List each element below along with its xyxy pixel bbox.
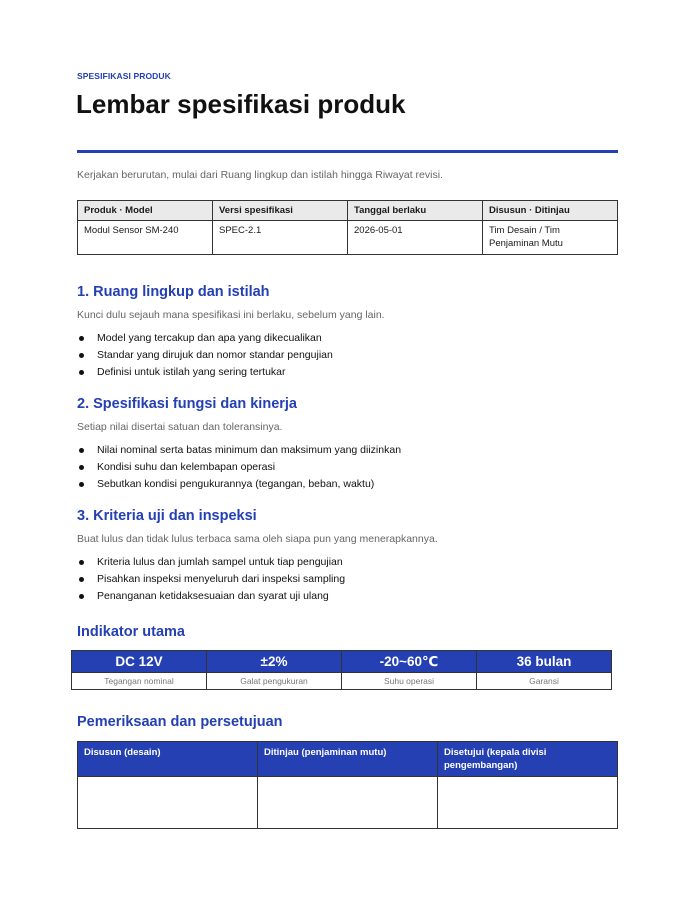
section-heading: 2. Spesifikasi fungsi dan kinerja <box>77 396 297 412</box>
indicator-label-row <box>72 673 612 690</box>
signature-cell-prepared[interactable] <box>78 777 258 829</box>
indicator-value-error: ±2% <box>207 651 342 673</box>
approval-signature-row <box>78 777 618 829</box>
bullet-list <box>77 442 618 492</box>
meta-header-version: Versi spesifikasi <box>213 201 348 221</box>
bullet-icon <box>79 353 84 358</box>
section-subtitle: Setiap nilai disertai satuan dan toleransinya. <box>77 421 283 433</box>
title-divider <box>77 150 618 153</box>
section-heading: Indikator utama <box>77 624 185 640</box>
list-item <box>77 588 618 605</box>
meta-header-row <box>78 201 618 221</box>
approval-header-reviewed: Ditinjau (penjaminan mutu) <box>258 742 438 777</box>
list-item-text: Definisi untuk istilah yang sering tertukar <box>97 365 286 378</box>
list-item-text: Model yang tercakup dan apa yang dikecualikan <box>97 332 322 344</box>
list-item-text: Kondisi suhu dan kelembapan operasi <box>97 460 276 473</box>
indicator-table <box>71 650 612 690</box>
bullet-icon <box>79 577 84 582</box>
list-item <box>77 571 618 588</box>
signature-cell-reviewed[interactable] <box>258 777 438 829</box>
meta-header-authors: Disusun · Ditinjau <box>483 201 618 221</box>
product-meta-table <box>77 200 618 255</box>
section-heading: 3. Kriteria uji dan inspeksi <box>77 508 257 524</box>
section-indicators <box>77 624 618 640</box>
indicator-value-row <box>72 651 612 673</box>
bullet-icon <box>79 560 84 565</box>
section-subtitle: Kunci dulu sejauh mana spesifikasi ini berlaku, sebelum yang lain. <box>77 309 385 321</box>
eyebrow-label: SPESIFIKASI PRODUK <box>77 71 171 81</box>
bullet-list <box>77 330 618 380</box>
bullet-icon <box>79 448 84 453</box>
bullet-icon <box>79 482 84 487</box>
bullet-icon <box>79 370 84 375</box>
list-item-text: Sebutkan kondisi pengukurannya (tegangan, beban, waktu) <box>97 477 375 490</box>
meta-value-product: Modul Sensor SM-240 <box>78 221 213 255</box>
indicator-value-voltage: DC 12V <box>72 651 207 673</box>
section-heading: 1. Ruang lingkup dan istilah <box>77 284 270 300</box>
list-item-text: Standar yang dirujuk dan nomor standar pengujian <box>97 348 333 361</box>
list-item <box>77 476 618 493</box>
list-item-text: Kriteria lulus dan jumlah sampel untuk tiap pengujian <box>97 556 343 568</box>
list-item <box>77 554 618 571</box>
list-item <box>77 347 618 364</box>
list-item-text: Penanganan ketidaksesuaian dan syarat uji ulang <box>97 589 329 602</box>
meta-value-date: 2026-05-01 <box>348 221 483 255</box>
section-approval <box>77 714 618 730</box>
approval-header-approved: Disetujui (kepala divisi pengembangan) <box>438 742 618 777</box>
section-testing <box>77 508 618 604</box>
indicator-label-error: Galat pengukuran <box>207 673 342 690</box>
section-performance <box>77 396 618 492</box>
bullet-icon <box>79 594 84 599</box>
meta-header-product: Produk · Model <box>78 201 213 221</box>
indicator-value-temperature: -20~60℃ <box>342 651 477 673</box>
section-heading: Pemeriksaan dan persetujuan <box>77 714 283 730</box>
bullet-list <box>77 554 618 604</box>
meta-header-date: Tanggal berlaku <box>348 201 483 221</box>
indicator-value-warranty: 36 bulan <box>477 651 612 673</box>
meta-value-version: SPEC-2.1 <box>213 221 348 255</box>
list-item <box>77 330 618 347</box>
list-item-text: Nilai nominal serta batas minimum dan maksimum yang diizinkan <box>97 444 402 456</box>
bullet-icon <box>79 336 84 341</box>
page-title: Lembar spesifikasi produk <box>76 89 406 119</box>
bullet-icon <box>79 465 84 470</box>
list-item <box>77 364 618 381</box>
signature-cell-approved[interactable] <box>438 777 618 829</box>
meta-value-row <box>78 221 618 255</box>
section-subtitle: Buat lulus dan tidak lulus terbaca sama oleh siapa pun yang menerapkannya. <box>77 533 438 545</box>
list-item <box>77 442 618 459</box>
section-scope <box>77 284 618 380</box>
intro-text: Kerjakan berurutan, mulai dari Ruang lingkup dan istilah hingga Riwayat revisi. <box>77 169 443 181</box>
indicator-label-warranty: Garansi <box>477 673 612 690</box>
indicator-label-voltage: Tegangan nominal <box>72 673 207 690</box>
list-item-text: Pisahkan inspeksi menyeluruh dari inspeksi sampling <box>97 572 346 585</box>
meta-value-authors: Tim Desain / Tim Penjaminan Mutu <box>483 221 618 255</box>
approval-header-prepared: Disusun (desain) <box>78 742 258 777</box>
approval-table <box>77 741 618 829</box>
approval-header-row <box>78 742 618 777</box>
list-item <box>77 459 618 476</box>
indicator-label-temperature: Suhu operasi <box>342 673 477 690</box>
